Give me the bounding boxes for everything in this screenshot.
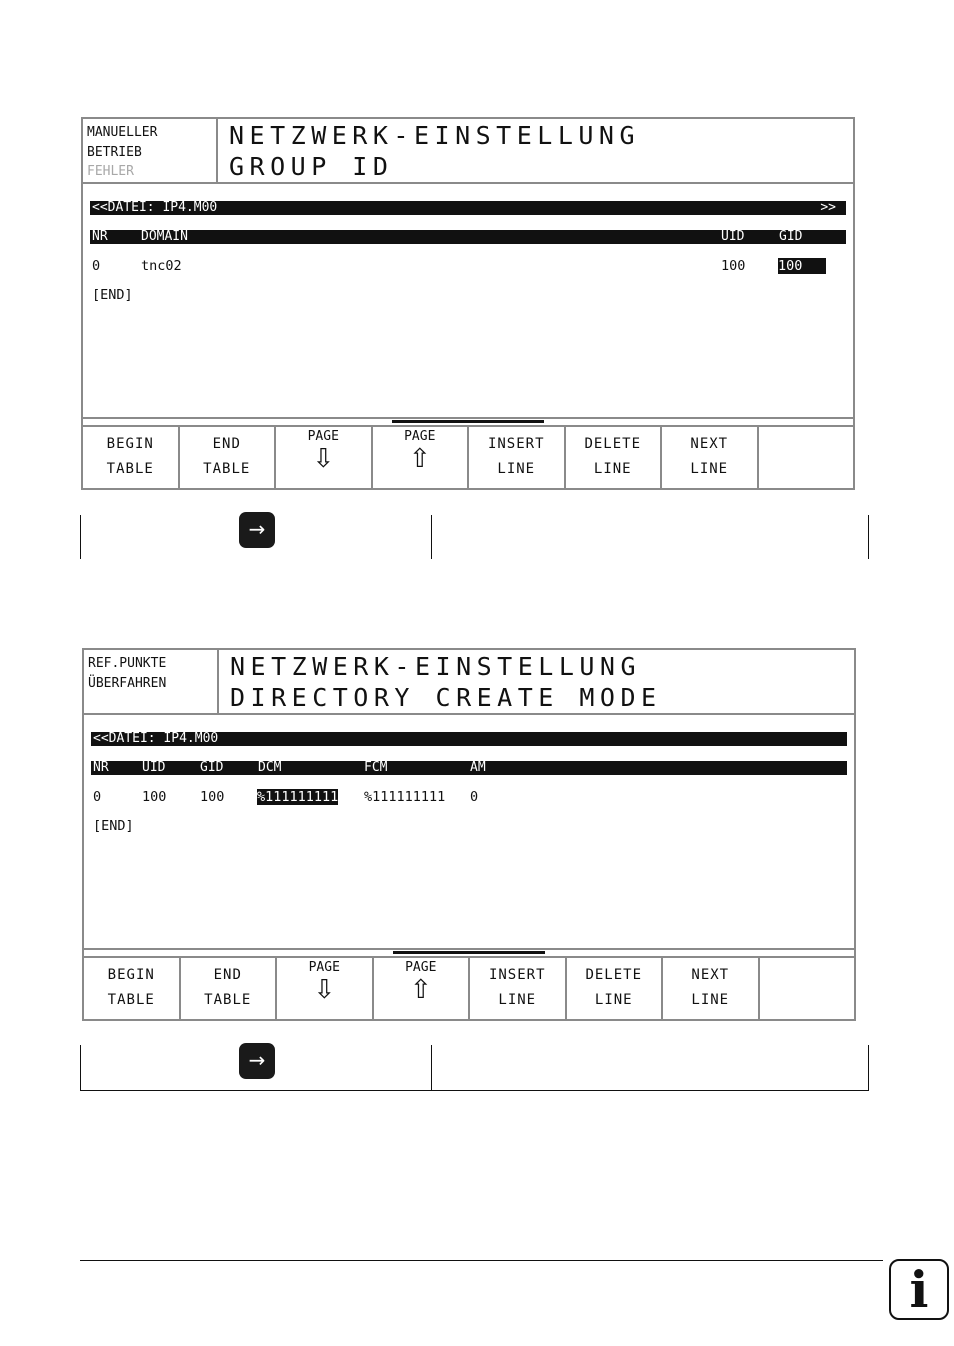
mode-line: ÜBERFAHREN [88, 675, 167, 691]
table-header [90, 230, 846, 244]
softkey-label: NEXT [690, 436, 729, 452]
cell-domain: tnc02 [141, 258, 182, 274]
box-divider [431, 1045, 432, 1091]
col-fcm: FCM [364, 760, 388, 775]
cell-uid: 100 [721, 258, 746, 274]
softkey-empty[interactable] [759, 427, 854, 490]
softkey-label: END [213, 967, 242, 983]
screen-title [230, 650, 662, 713]
file-name: <<DATEI: IP4.M00 [92, 200, 218, 215]
softkey-begin-table[interactable] [83, 427, 180, 490]
end-marker: [END] [93, 818, 134, 834]
softkey-label: LINE [498, 992, 537, 1008]
col-gid: GID [200, 760, 224, 775]
softkey-label: LINE [497, 461, 536, 477]
softkey-label: INSERT [487, 436, 545, 452]
mode-line: MANUELLER [87, 125, 158, 140]
cell-fcm: %111111111 [364, 789, 446, 805]
col-gid: GID [779, 229, 803, 244]
softkey-label: END [212, 436, 241, 452]
title-line: NETZWERK-EINSTELLUNG [230, 652, 642, 681]
table-row[interactable] [91, 789, 847, 805]
title-line: DIRECTORY CREATE MODE [230, 683, 662, 712]
softkey-label: PAGE [405, 960, 437, 975]
col-dcm: DCM [258, 760, 282, 775]
screen-directory-create-mode [82, 648, 856, 1021]
box-border [868, 515, 869, 559]
col-nr: NR [93, 760, 109, 775]
softkey-label: LINE [691, 992, 730, 1008]
cell-dcm-selected[interactable]: %111111111 [257, 789, 339, 805]
title-line: GROUP ID [229, 152, 394, 181]
screen-group-id [81, 117, 855, 490]
softkey-row [83, 425, 853, 490]
softkey-next-line[interactable] [663, 958, 760, 1021]
end-marker: [END] [92, 287, 133, 303]
box-border [868, 1045, 869, 1091]
arrow-right-key-icon: → [239, 512, 275, 548]
file-bar [90, 201, 846, 215]
softkey-end-table[interactable] [180, 427, 277, 490]
softkey-next-line[interactable] [662, 427, 759, 490]
softkey-label: TABLE [107, 992, 155, 1008]
softkey-label: PAGE [308, 960, 340, 975]
table-end [91, 818, 847, 834]
col-uid: UID [721, 229, 745, 244]
softkey-empty[interactable] [760, 958, 855, 1021]
file-name: <<DATEI: IP4.M00 [93, 731, 219, 746]
softkey-level-marker [392, 420, 544, 423]
softkey-insert-line[interactable] [469, 427, 566, 490]
arrow-down-icon: ⇩ [313, 975, 336, 1005]
softkey-label: PAGE [307, 429, 339, 444]
softkey-label: BEGIN [106, 436, 154, 452]
header-separator [83, 182, 853, 184]
box-bottom-border [80, 1090, 869, 1091]
col-am: AM [470, 760, 486, 775]
softkey-insert-line[interactable] [470, 958, 567, 1021]
table-row[interactable] [90, 258, 846, 274]
softkey-label: TABLE [204, 992, 252, 1008]
col-domain: DOMAIN [141, 229, 188, 244]
arrow-right-key-icon: → [239, 1043, 275, 1079]
title-line: NETZWERK-EINSTELLUNG [229, 121, 641, 150]
box-divider [431, 515, 432, 559]
mode-display [83, 119, 218, 182]
scroll-right-indicator: >> [820, 200, 836, 215]
softkey-label: BEGIN [107, 967, 155, 983]
softkey-label: PAGE [404, 429, 436, 444]
softkey-label: LINE [594, 992, 633, 1008]
screen-title [229, 119, 640, 182]
arrow-up-icon: ⇧ [409, 975, 432, 1005]
mode-display [84, 650, 219, 713]
cell-nr: 0 [92, 258, 101, 274]
softkey-page-up[interactable] [373, 427, 470, 490]
arrow-up-icon: ⇧ [408, 444, 431, 474]
softkey-label: DELETE [584, 436, 642, 452]
softkey-label: NEXT [691, 967, 730, 983]
header-separator [84, 713, 854, 715]
softkey-separator [84, 948, 854, 950]
cell-am: 0 [470, 789, 479, 805]
footer-rule [80, 1260, 883, 1261]
softkey-label: LINE [690, 461, 729, 477]
softkey-label: TABLE [106, 461, 154, 477]
softkey-label: INSERT [488, 967, 546, 983]
softkey-label: DELETE [585, 967, 643, 983]
mode-line: BETRIEB [87, 144, 142, 160]
softkey-separator [83, 417, 853, 419]
table-header [91, 761, 847, 775]
cell-uid: 100 [142, 789, 167, 805]
info-icon: i [889, 1259, 949, 1320]
softkey-page-up[interactable] [374, 958, 471, 1021]
mode-line-dim: FEHLER [87, 164, 134, 179]
col-nr: NR [92, 229, 108, 244]
softkey-row [84, 956, 854, 1021]
box-border [80, 1045, 81, 1091]
softkey-delete-line[interactable] [567, 958, 664, 1021]
softkey-label: LINE [593, 461, 632, 477]
col-uid: UID [142, 760, 166, 775]
softkey-page-down[interactable] [277, 958, 374, 1021]
mode-line: REF.PUNKTE [88, 656, 167, 671]
box-border [80, 515, 81, 559]
cell-gid: 100 [200, 789, 225, 805]
softkey-begin-table[interactable] [84, 958, 181, 1021]
cell-gid-selected[interactable]: 100 [778, 258, 826, 274]
softkey-end-table[interactable] [181, 958, 278, 1021]
softkey-page-down[interactable] [276, 427, 373, 490]
table-end [90, 287, 846, 303]
softkey-label: TABLE [203, 461, 251, 477]
softkey-delete-line[interactable] [566, 427, 663, 490]
softkey-level-marker [393, 951, 545, 954]
cell-nr: 0 [93, 789, 102, 805]
file-bar [91, 732, 847, 746]
arrow-down-icon: ⇩ [312, 444, 335, 474]
